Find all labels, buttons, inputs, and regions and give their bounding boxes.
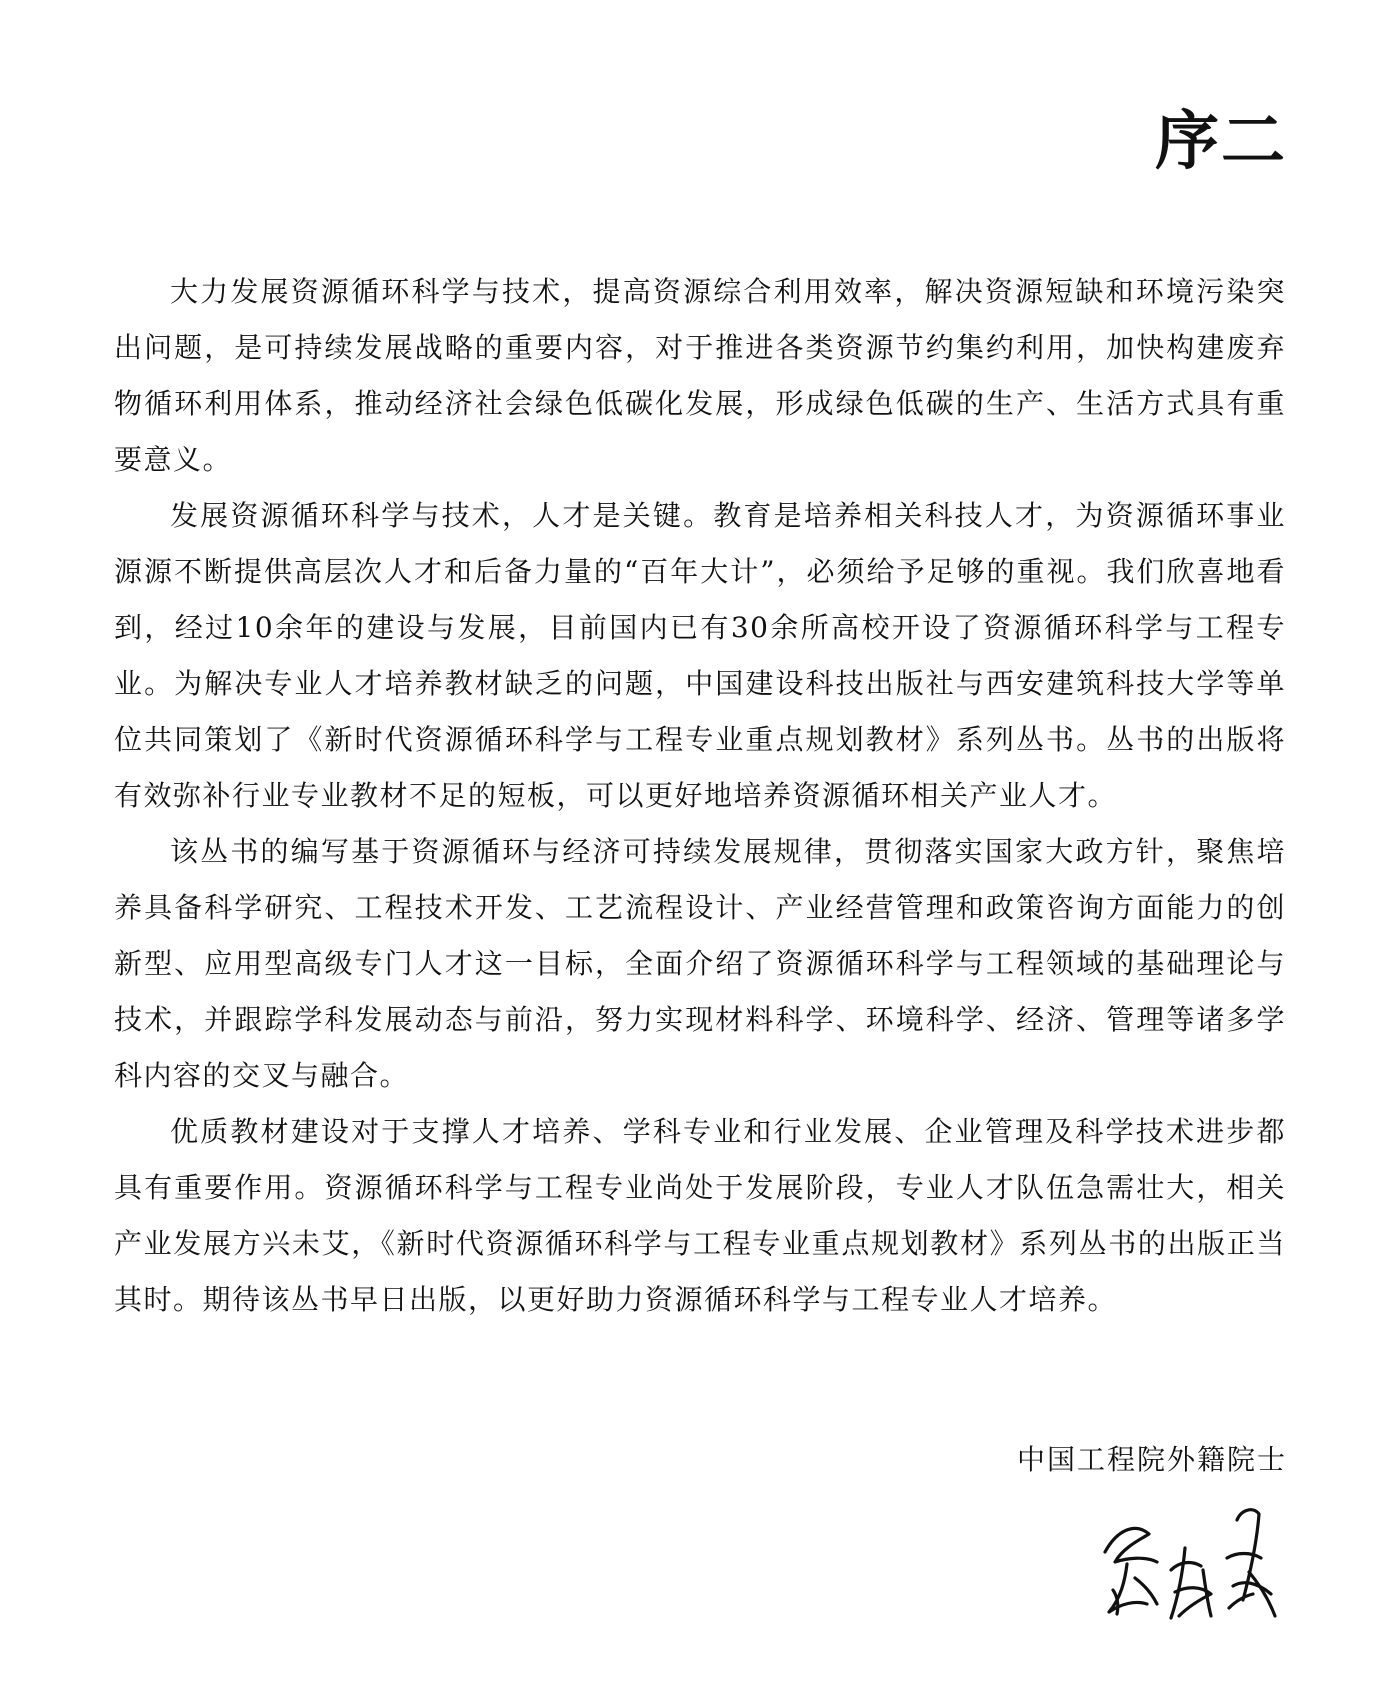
- author-affiliation: 中国工程院外籍院士: [1016, 1443, 1287, 1476]
- preface-body: [114, 264, 1286, 1328]
- page-title: 序二: [1155, 105, 1287, 179]
- paragraph-4: 优质教材建设对于支撑人才培养、学科专业和行业发展、企业管理及科学技术进步都具有重要作用。资源循环科学与工程专业尚处于发展阶段，专业人才队伍急需壮大，相关产业发展方兴未艾，《新时代资源循环科学与工程专业重点规划教材》系列丛书的出版正当其时。期待该丛书早日出版，以更好助力资源循环科学与工程专业人才培养。: [114, 1115, 1286, 1316]
- handwritten-signature: [1087, 1500, 1287, 1632]
- author-block: [1017, 1440, 1287, 1480]
- paragraph-3: 该丛书的编写基于资源循环与经济可持续发展规律，贯彻落实国家大政方针，聚焦培养具备科学研究、工程技术开发、工艺流程设计、产业经营管理和政策咨询方面能力的创新型、应用型高级专门人才这一目标，全面介绍了资源循环科学与工程领域的基础理论与技术，并跟踪学科发展动态与前沿，努力实现材料科学、环境科学、经济、管理等诸多学科内容的交叉与融合。: [114, 835, 1286, 1092]
- paragraph-1: 大力发展资源循环科学与技术，提高资源综合利用效率，解决资源短缺和环境污染突出问题，是可持续发展战略的重要内容，对于推进各类资源节约集约利用，加快构建废弃物循环利用体系，推动经济社会绿色低碳化发展，形成绿色低碳的生产、生活方式具有重要意义。: [114, 275, 1286, 476]
- paragraph-2: 发展资源循环科学与技术，人才是关键。教育是培养相关科技人才，为资源循环事业源源不断提供高层次人才和后备力量的“百年大计”，必须给予足够的重视。我们欣喜地看到，经过10余年的建设与发展，目前国内已有30余所高校开设了资源循环科学与工程专业。为解决专业人才培养教材缺乏的问题，中国建设科技出版社与西安建筑科技大学等单位共同策划了《新时代资源循环科学与工程专业重点规划教材》系列丛书。丛书的出版将有效弥补行业专业教材不足的短板，可以更好地培养资源循环相关产业人才。: [114, 499, 1286, 812]
